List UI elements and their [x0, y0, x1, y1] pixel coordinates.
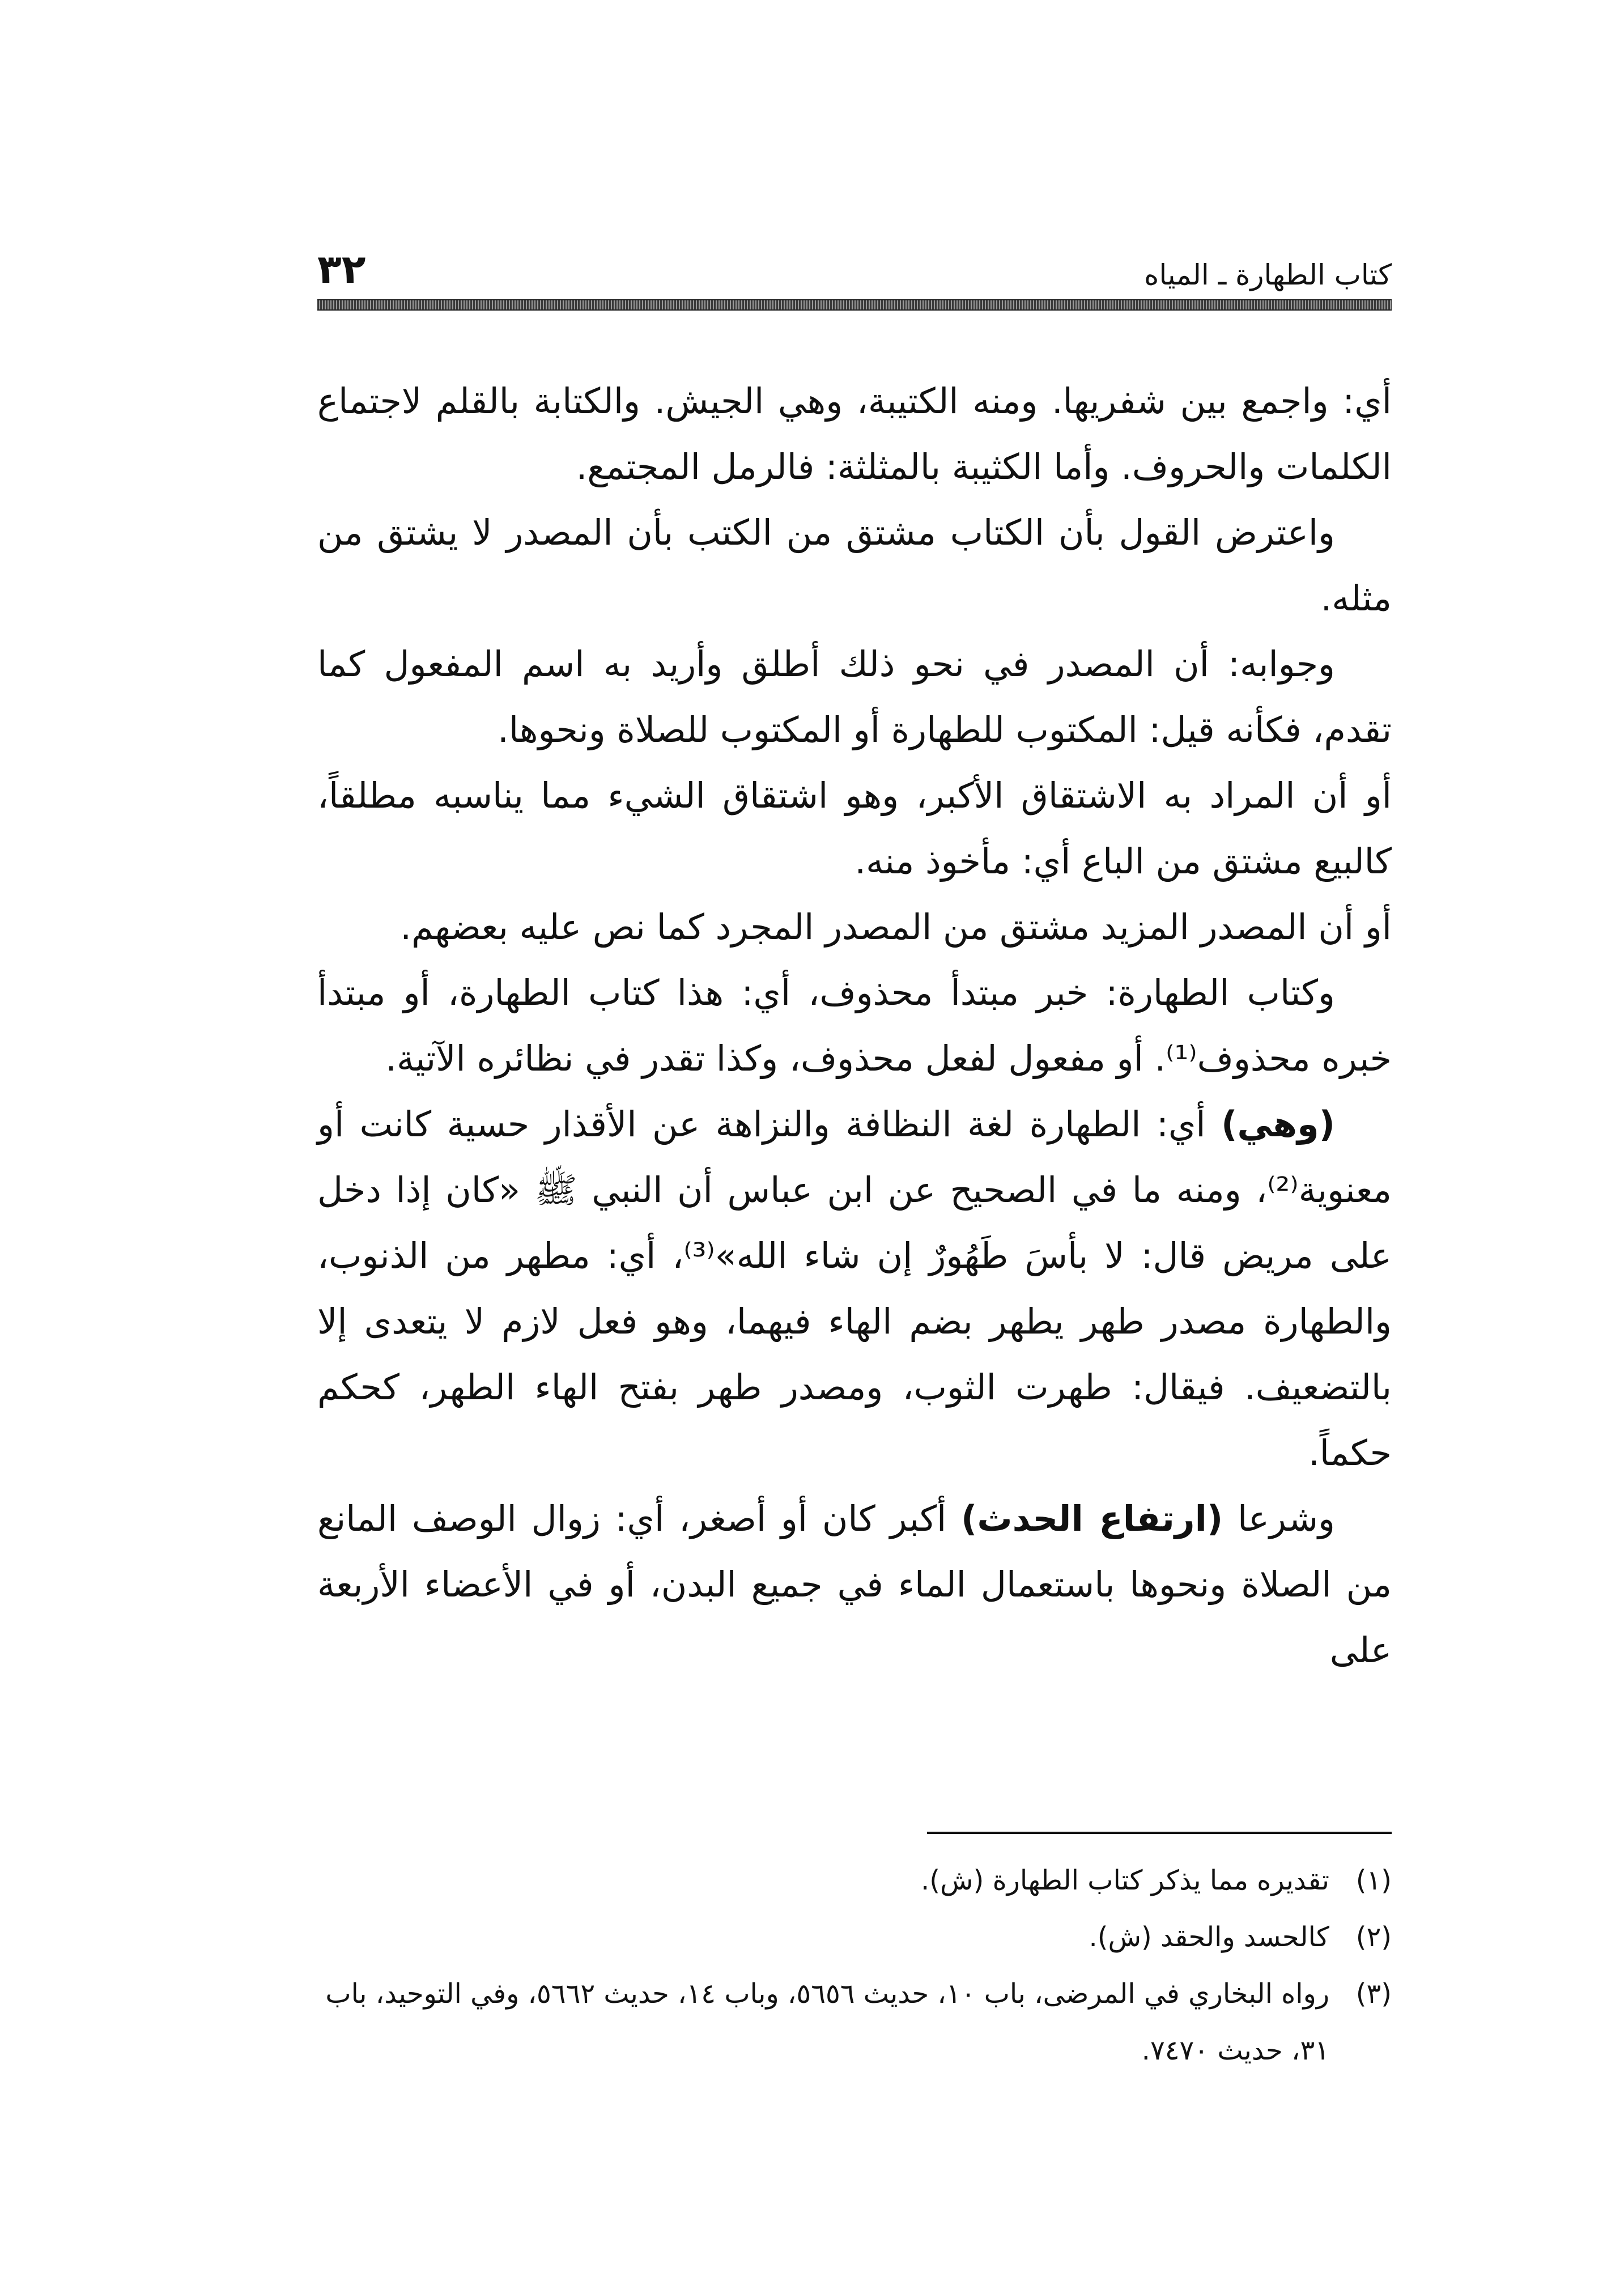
footnote-3 [317, 1965, 1392, 2079]
footnote-number: (١) [1355, 1865, 1392, 1896]
paragraph-1: أي: واجمع بين شفريها. ومنه الكتيبة، وهي الجيش. والكتابة بالقلم لاجتماع الكلمات والحروف. وأما الكثيبة بالمثلثة: فالرمل المجتمع. [317, 380, 1392, 487]
paragraph-2: واعترض القول بأن الكتاب مشتق من الكتب بأن المصدر لا يشتق من مثله. [317, 512, 1392, 619]
paragraph-8 [317, 1486, 1392, 1683]
running-title: كتاب الطهارة ـ المياه [1144, 258, 1392, 291]
page-number: ٣٢ [317, 246, 366, 292]
footnote-text: رواه البخاري في المرضى، باب ١٠، حديث ٥٦٥٦، وباب ١٤، حديث ٥٦٦٢، وفي التوحيد، باب ٣١، حديث ٧٤٧٠. [325, 1978, 1329, 2066]
paragraph-4: أو أن المراد به الاشتقاق الأكبر، وهو اشتقاق الشيء مما يناسبه مطلقاً، كالبيع مشتق من الباع أي: مأخوذ منه. [317, 775, 1392, 882]
header-rule [317, 299, 1392, 311]
footnote-1 [317, 1852, 1392, 1909]
page-header [317, 227, 1392, 292]
paragraph-7 [317, 1092, 1392, 1486]
paragraph-8-lead: وشرعا [1223, 1498, 1335, 1539]
paragraph-3: وجوابه: أن المصدر في نحو ذلك أطلق وأريد به اسم المفعول كما تقدم، فكأنه قيل: المكتوب للطهارة أو المكتوب للصلاة ونحوها. [317, 643, 1392, 750]
footnote-rule [927, 1832, 1392, 1834]
main-text [317, 368, 1392, 1683]
paragraph-7-text: أي: الطهارة لغة النظافة والنزاهة عن الأقذار حسية كانت أو معنوية⁽²⁾، ومنه ما في الصحيح عن ابن عباس أن النبي ﷺ «كان إذا دخل على مريض قال: لا بأسَ طَهُورٌ إن شاء الله»⁽³⁾، أي: مطهر من الذنوب، والطهارة مصدر طهر يطهر بضم الهاء فيهما، وهو فعل لازم لا يتعدى إلا بالتضعيف. فيقال: طهرت الثوب، ومصدر طهر بفتح الهاء الطهر، كحكم حكماً. [317, 1103, 1392, 1474]
term-wahiya: (وهي) [1221, 1103, 1335, 1145]
footnote-number: (٣) [1355, 1978, 1392, 2010]
term-irtifa-alhadath: (ارتفاع الحدث) [961, 1498, 1223, 1539]
paragraph-5: أو أن المصدر المزيد مشتق من المصدر المجرد كما نص عليه بعضهم. [400, 906, 1392, 948]
footnote-text: كالحسد والحقد (ش). [1089, 1921, 1329, 1953]
paragraph-8-text: أكبر كان أو أصغر، أي: زوال الوصف المانع من الصلاة ونحوها باستعمال الماء في جميع البدن، أو في الأعضاء الأربعة على [317, 1498, 1392, 1671]
footnotes [317, 1852, 1392, 2079]
paragraph-6: وكتاب الطهارة: خبر مبتدأ محذوف، أي: هذا كتاب الطهارة، أو مبتدأ خبره محذوف⁽¹⁾. أو مفعول لفعل محذوف، وكذا تقدر في نظائره الآتية. [317, 972, 1392, 1079]
footnote-text: تقديره مما يذكر كتاب الطهارة (ش). [921, 1865, 1329, 1896]
footnote-2 [317, 1909, 1392, 1965]
footnote-number: (٢) [1355, 1921, 1392, 1953]
